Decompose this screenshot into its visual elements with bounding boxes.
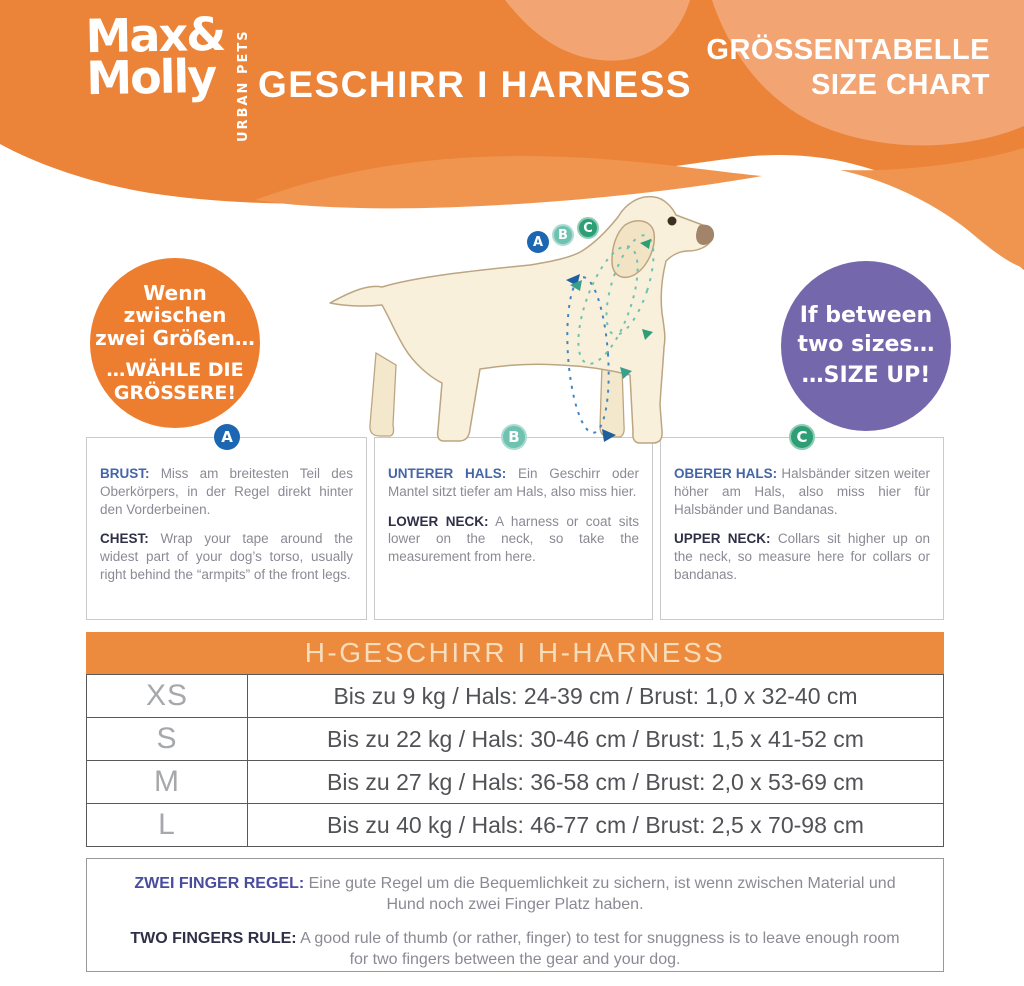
size-chart-title-en: SIZE CHART <box>811 69 990 102</box>
measure-box-chest-en <box>100 530 353 583</box>
two-finger-rule-en-label: TWO FINGERS RULE: <box>130 930 297 948</box>
size-table-row-s <box>87 718 943 761</box>
brand-logo-line1: Max& <box>85 6 225 64</box>
measure-box-lower-neck-en <box>388 513 639 566</box>
dog-illustration <box>320 185 720 465</box>
measure-box-upper-neck-de-label: OBERER HALS: <box>674 466 778 481</box>
measure-box-chest-de-text: Miss am breitesten Teil des Oberkörpers, in der Regel direkt hinter den Vorderbeinen. <box>100 466 353 517</box>
marker-b-dog: B <box>552 224 574 246</box>
measure-box-lower-neck-de-label: UNTERER HALS: <box>388 466 507 481</box>
measure-box-upper-neck-de <box>674 465 930 518</box>
tip-de-line1: Wenn <box>143 280 207 305</box>
measure-box-lower-neck-de-text: Ein Geschirr oder Mantel sitzt tiefer am Hals, also miss hier. <box>388 466 639 499</box>
two-finger-rule-en-text: A good rule of thumb (or rather, finger) to test for snuggness is to leave enough room for two fingers between the gear and your dog. <box>300 930 900 969</box>
size-table <box>86 674 944 847</box>
brand-logo-line2: Molly <box>85 49 216 106</box>
spec-cell-xs: Bis zu 9 kg / Hals: 24-39 cm / Brust: 1,0 x 32-40 cm <box>333 682 858 709</box>
spec-cell-m: Bis zu 27 kg / Hals: 36-58 cm / Brust: 2,0 x 53-69 cm <box>327 768 864 795</box>
size-cell-m: M <box>87 761 248 803</box>
tip-de-emphasis: …WÄHLE DIE GRÖSSERE! <box>106 358 244 404</box>
size-table-header: H-GESCHIRR I H-HARNESS <box>86 632 944 674</box>
size-table-row-l <box>87 804 943 846</box>
measure-box-lower-neck-en-text: A harness or coat sits lower on the neck, so take the measurement from here. <box>388 513 639 565</box>
measure-box-chest-de <box>100 465 353 518</box>
brand-logo <box>85 6 251 142</box>
page-title: GESCHIRR I HARNESS <box>258 64 693 105</box>
tip-de-line3: zwei Größen… <box>95 326 255 351</box>
tip-en-line1: If between <box>799 303 933 329</box>
marker-a-dog: A <box>527 231 549 253</box>
size-cell-s: S <box>87 718 248 760</box>
measure-box-upper-neck-de-text: Halsbänder sitzen weiter höher am Hals, also miss hier für Halsbänder und Bandanas. <box>674 466 930 517</box>
measure-box-chest-de-label: BRUST: <box>100 466 150 481</box>
marker-c-dog: C <box>577 217 599 239</box>
marker-c-badge: C <box>789 424 815 450</box>
measure-box-chest-en-text: Wrap your tape around the widest part of your dog’s torso, usually right behind the “armpits” of the front legs. <box>100 531 353 583</box>
measure-box-chest-en-label: CHEST: <box>100 531 149 547</box>
two-finger-rule-en <box>121 928 909 970</box>
tip-de-line2: zwischen <box>123 303 227 328</box>
two-finger-rule-de <box>121 873 909 915</box>
size-cell-xs: XS <box>87 675 248 717</box>
marker-b-badge: B <box>501 424 527 450</box>
measure-box-upper-neck-en <box>674 530 930 583</box>
dog-eye <box>668 217 677 226</box>
size-table-row-m <box>87 761 943 804</box>
dog-far-front-leg <box>600 365 624 437</box>
size-chart-title <box>706 33 990 104</box>
tip-en-line2: two sizes… <box>797 331 935 357</box>
spec-cell-s: Bis zu 22 kg / Hals: 30-46 cm / Brust: 1,5 x 41-52 cm <box>327 725 864 752</box>
tip-circle-en <box>781 261 951 431</box>
size-chart-title-de: GRÖSSENTABELLE <box>706 34 990 66</box>
two-finger-rule-de-label: ZWEI FINGER REGEL: <box>134 875 305 892</box>
tip-en-emphasis: …SIZE UP! <box>801 363 931 389</box>
marker-a-badge: A <box>214 424 240 450</box>
measure-box-upper-neck-en-label: UPPER NECK: <box>674 531 771 547</box>
two-finger-rule-box <box>86 858 944 972</box>
dog-far-hind-leg <box>370 353 396 436</box>
spec-cell-l: Bis zu 40 kg / Hals: 46-77 cm / Brust: 2,5 x 70-98 cm <box>327 811 864 838</box>
brand-logo-text <box>85 6 225 106</box>
size-cell-l: L <box>87 804 248 846</box>
measure-box-lower-neck-de <box>388 465 639 501</box>
tip-circle-de <box>90 258 260 428</box>
measure-box-lower-neck-en-label: LOWER NECK: <box>388 513 489 529</box>
brand-logo-tagline: URBAN PETS <box>236 29 251 142</box>
measure-box-upper-neck-en-text: Collars sit higher up on the neck, so measure here for collars or bandanas. <box>674 531 930 583</box>
size-table-row-xs <box>87 675 943 718</box>
dog-nose <box>696 225 714 245</box>
two-finger-rule-de-text: Eine gute Regel um die Bequemlichkeit zu sichern, ist wenn zwischen Material und Hund noch zwei Finger Platz haben. <box>308 875 896 914</box>
